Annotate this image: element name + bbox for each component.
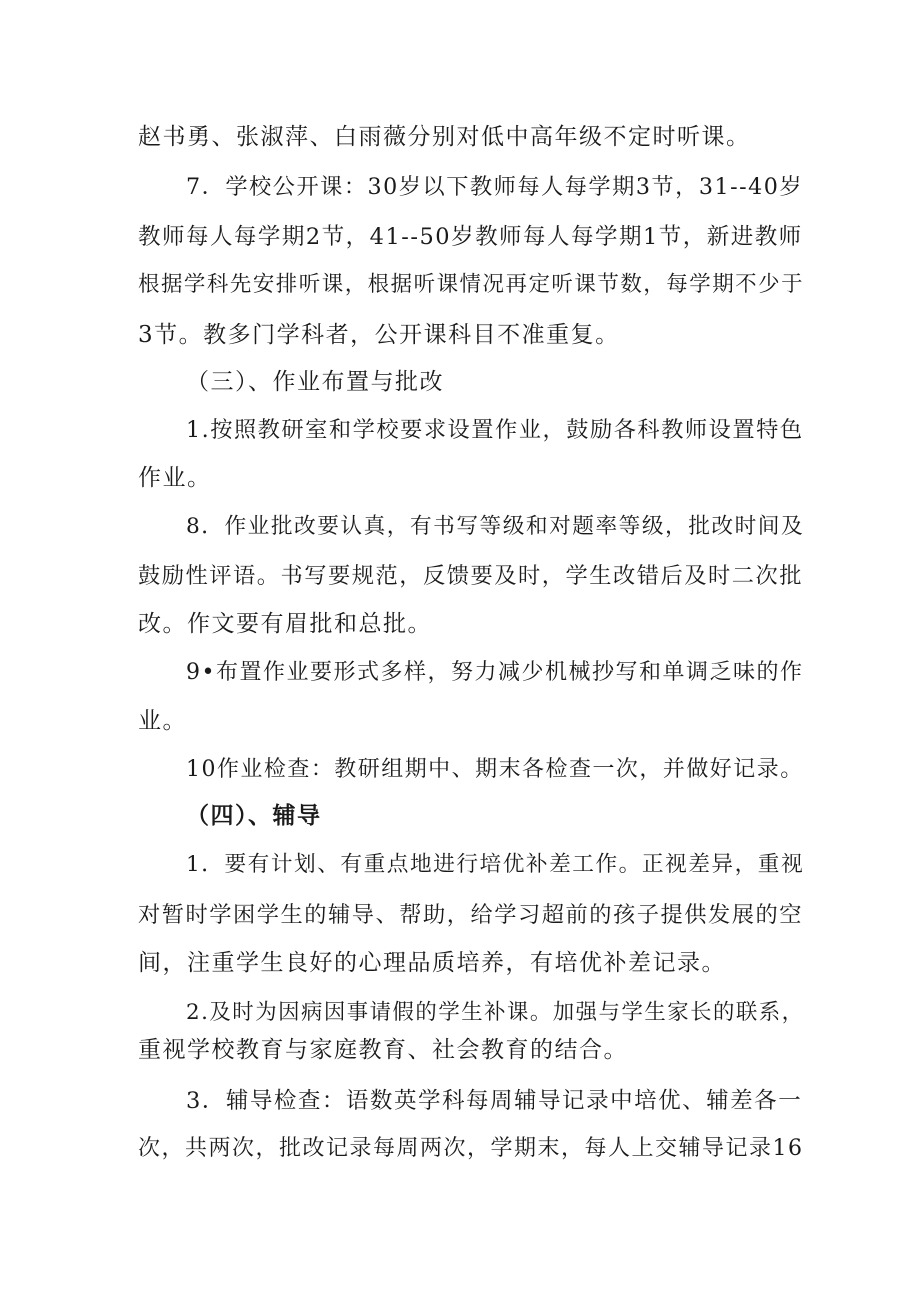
- paragraph-line: 8．作业批改要认真，有书写等级和对题率等级，批改时间及: [186, 514, 805, 539]
- paragraph-line: 改。作文要有眉批和总批。: [138, 611, 432, 637]
- paragraph-line: 根据学科先安排听课，根据听课情况再定听课节数，每学期不少于: [138, 272, 805, 297]
- paragraph-line: 鼓励性评语。书写要规范，反馈要及时，学生改错后及时二次批: [138, 563, 803, 589]
- paragraph-line: 间，注重学生良好的心理品质培养，有培优补差记录。: [138, 950, 726, 976]
- paragraph-line: 作业。: [138, 465, 212, 491]
- section-heading: （三）、作业布置与批改: [186, 369, 444, 395]
- paragraph-line: 3．辅导检查：语数英学科每周辅导记录中培优、辅差各一: [186, 1088, 803, 1114]
- paragraph-line: 教师每人每学期2节，41--50岁教师每人每学期1节，新进教师: [138, 224, 803, 250]
- section-heading: （四）、辅导: [186, 802, 322, 829]
- paragraph-line: 次，共两次，批改记录每周两次，学期末，每人上交辅导记录16: [138, 1136, 804, 1161]
- paragraph-line: 2.及时为因病因事请假的学生补课。加强与学生家长的联系，: [186, 1000, 805, 1025]
- paragraph-line: 重视学校教育与家庭教育、社会教育的结合。: [138, 1037, 628, 1063]
- paragraph-line: 3节。教多门学科者，公开课科目不准重复。: [138, 322, 620, 348]
- paragraph-line: 赵书勇、张淑萍、白雨薇分别对低中高年级不定时听课。: [138, 124, 751, 150]
- paragraph-line: 10作业检查：教研组期中、期末各检查一次，并做好记录。: [186, 757, 804, 782]
- paragraph-line: 对暂时学困学生的辅导、帮助，给学习超前的孩子提供发展的空: [138, 902, 803, 928]
- paragraph-line: 1.按照教研室和学校要求设置作业，鼓励各科教师设置特色: [186, 417, 804, 443]
- paragraph-line: 7．学校公开课：30岁以下教师每人每学期3节，31--40岁: [186, 174, 804, 200]
- paragraph-line: 1．要有计划、有重点地进行培优补差工作。正视差异，重视: [186, 852, 805, 877]
- paragraph-line: 业。: [138, 708, 187, 734]
- paragraph-line: 9•布置作业要形式多样，努力减少机械抄写和单调乏味的作: [186, 660, 804, 685]
